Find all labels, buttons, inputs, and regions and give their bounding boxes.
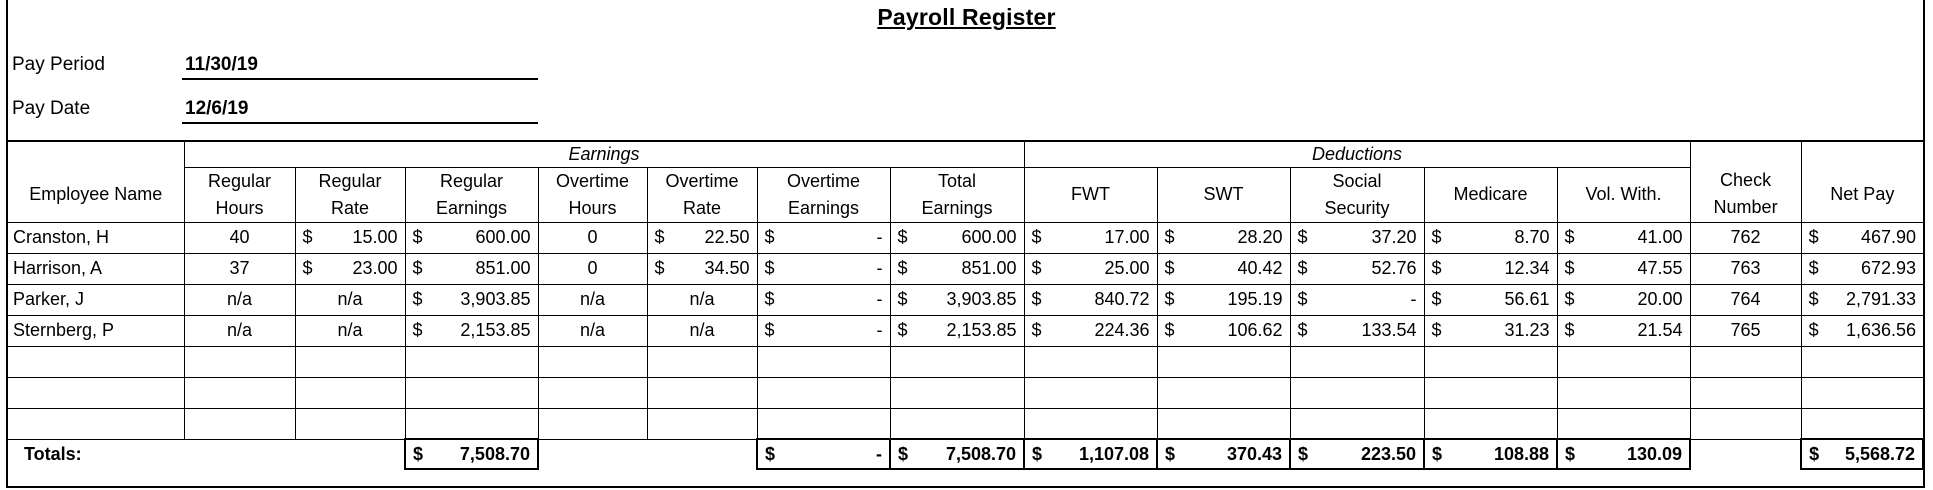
cell-ot-earnings: $ - (757, 284, 890, 315)
cell-net-pay: $ 1,636.56 (1801, 315, 1923, 346)
cell-vol-with: $ 41.00 (1557, 222, 1690, 253)
cell-name: Cranston, H (8, 222, 184, 253)
cell-ot-hours: n/a (538, 284, 647, 315)
cell-net-pay: $ 672.93 (1801, 253, 1923, 284)
cell-swt: $ 28.20 (1157, 222, 1290, 253)
total-swt: $ 370.43 (1157, 439, 1290, 469)
cell-net-pay: $ 2,791.33 (1801, 284, 1923, 315)
group-header-row (8, 141, 1923, 167)
cell-net-pay: $ 467.90 (1801, 222, 1923, 253)
total-net-pay: $ 5,568.72 (1801, 439, 1923, 469)
pay-date-underline (182, 122, 538, 124)
col-total-earnings: Total Earnings (890, 167, 1024, 222)
data-rows (8, 222, 1923, 346)
pay-date-value: 12/6/19 (185, 98, 249, 119)
cell-name: Harrison, A (8, 253, 184, 284)
earnings-group-header: Earnings (184, 141, 1024, 167)
total-overtime-earnings: $ - (757, 439, 890, 469)
blank-row (8, 346, 1923, 377)
total-vol-with: $ 130.09 (1557, 439, 1690, 469)
cell-fwt: $ 25.00 (1024, 253, 1157, 284)
cell-vol-with: $ 47.55 (1557, 253, 1690, 284)
cell-ot-earnings: $ - (757, 253, 890, 284)
pay-period-label: Pay Period (12, 54, 105, 75)
cell-fwt: $ 224.36 (1024, 315, 1157, 346)
total-medicare: $ 108.88 (1424, 439, 1557, 469)
col-overtime-rate: Overtime Rate (647, 167, 757, 222)
cell-ot-hours: n/a (538, 315, 647, 346)
col-swt: SWT (1157, 167, 1290, 222)
col-net-pay: Net Pay (1801, 167, 1923, 222)
col-vol-with: Vol. With. (1557, 167, 1690, 222)
cell-reg-hours: 40 (184, 222, 295, 253)
table-row (8, 222, 1923, 253)
cell-check-number: 763 (1690, 253, 1801, 284)
cell-reg-hours: 37 (184, 253, 295, 284)
total-regular-earnings: $ 7,508.70 (405, 439, 538, 469)
cell-reg-earnings: $ 2,153.85 (405, 315, 538, 346)
page-title: Payroll Register (877, 4, 1056, 30)
cell-total-earnings: $ 851.00 (890, 253, 1024, 284)
cell-fwt: $ 17.00 (1024, 222, 1157, 253)
col-regular-earnings: Regular Earnings (405, 167, 538, 222)
cell-reg-rate: n/a (295, 284, 405, 315)
total-fwt: $ 1,107.08 (1024, 439, 1157, 469)
totals-label: Totals: (8, 439, 184, 469)
col-employee-name: Employee Name (29, 183, 163, 204)
table-row (8, 315, 1923, 346)
cell-social-security: $ 133.54 (1290, 315, 1424, 346)
cell-total-earnings: $ 600.00 (890, 222, 1024, 253)
cell-social-security: $ - (1290, 284, 1424, 315)
cell-reg-earnings: $ 3,903.85 (405, 284, 538, 315)
cell-ot-rate: n/a (647, 315, 757, 346)
cell-reg-hours: n/a (184, 315, 295, 346)
cell-ot-earnings: $ - (757, 315, 890, 346)
col-regular-rate: Regular Rate (295, 167, 405, 222)
pay-date-label: Pay Date (12, 98, 91, 119)
cell-swt: $ 40.42 (1157, 253, 1290, 284)
cell-medicare: $ 56.61 (1424, 284, 1557, 315)
cell-reg-rate: $ 15.00 (295, 222, 405, 253)
cell-reg-hours: n/a (184, 284, 295, 315)
cell-check-number: 765 (1690, 315, 1801, 346)
total-social-security: $ 223.50 (1290, 439, 1424, 469)
cell-social-security: $ 52.76 (1290, 253, 1424, 284)
cell-reg-rate: n/a (295, 315, 405, 346)
cell-reg-rate: $ 23.00 (295, 253, 405, 284)
col-social-security: Social Security (1290, 167, 1424, 222)
col-fwt: FWT (1024, 167, 1157, 222)
pay-period-value: 11/30/19 (185, 54, 258, 75)
cell-ot-rate: $ 34.50 (647, 253, 757, 284)
cell-swt: $ 195.19 (1157, 284, 1290, 315)
cell-ot-earnings: $ - (757, 222, 890, 253)
column-header-row (8, 167, 1923, 222)
col-overtime-hours: Overtime Hours (538, 167, 647, 222)
cell-vol-with: $ 20.00 (1557, 284, 1690, 315)
cell-vol-with: $ 21.54 (1557, 315, 1690, 346)
payroll-register-table (8, 140, 1924, 470)
cell-ot-rate: n/a (647, 284, 757, 315)
col-regular-hours: Regular Hours (184, 167, 295, 222)
col-overtime-earnings: Overtime Earnings (757, 167, 890, 222)
cell-reg-earnings: $ 600.00 (405, 222, 538, 253)
totals-row (8, 439, 1923, 469)
cell-total-earnings: $ 2,153.85 (890, 315, 1024, 346)
total-total-earnings: $ 7,508.70 (890, 439, 1024, 469)
cell-name: Sternberg, P (8, 315, 184, 346)
blank-row (8, 377, 1923, 408)
cell-name: Parker, J (8, 284, 184, 315)
cell-check-number: 764 (1690, 284, 1801, 315)
cell-total-earnings: $ 3,903.85 (890, 284, 1024, 315)
table-row (8, 284, 1923, 315)
blank-rows (8, 346, 1923, 439)
cell-ot-hours: 0 (538, 253, 647, 284)
table-row (8, 253, 1923, 284)
cell-medicare: $ 12.34 (1424, 253, 1557, 284)
col-check-number: Check Number (1690, 167, 1801, 222)
deductions-group-header: Deductions (1024, 141, 1690, 167)
cell-check-number: 762 (1690, 222, 1801, 253)
cell-medicare: $ 8.70 (1424, 222, 1557, 253)
cell-ot-rate: $ 22.50 (647, 222, 757, 253)
cell-swt: $ 106.62 (1157, 315, 1290, 346)
pay-period-underline (182, 78, 538, 80)
blank-row (8, 408, 1923, 439)
cell-fwt: $ 840.72 (1024, 284, 1157, 315)
cell-medicare: $ 31.23 (1424, 315, 1557, 346)
cell-social-security: $ 37.20 (1290, 222, 1424, 253)
col-medicare: Medicare (1424, 167, 1557, 222)
cell-reg-earnings: $ 851.00 (405, 253, 538, 284)
cell-ot-hours: 0 (538, 222, 647, 253)
